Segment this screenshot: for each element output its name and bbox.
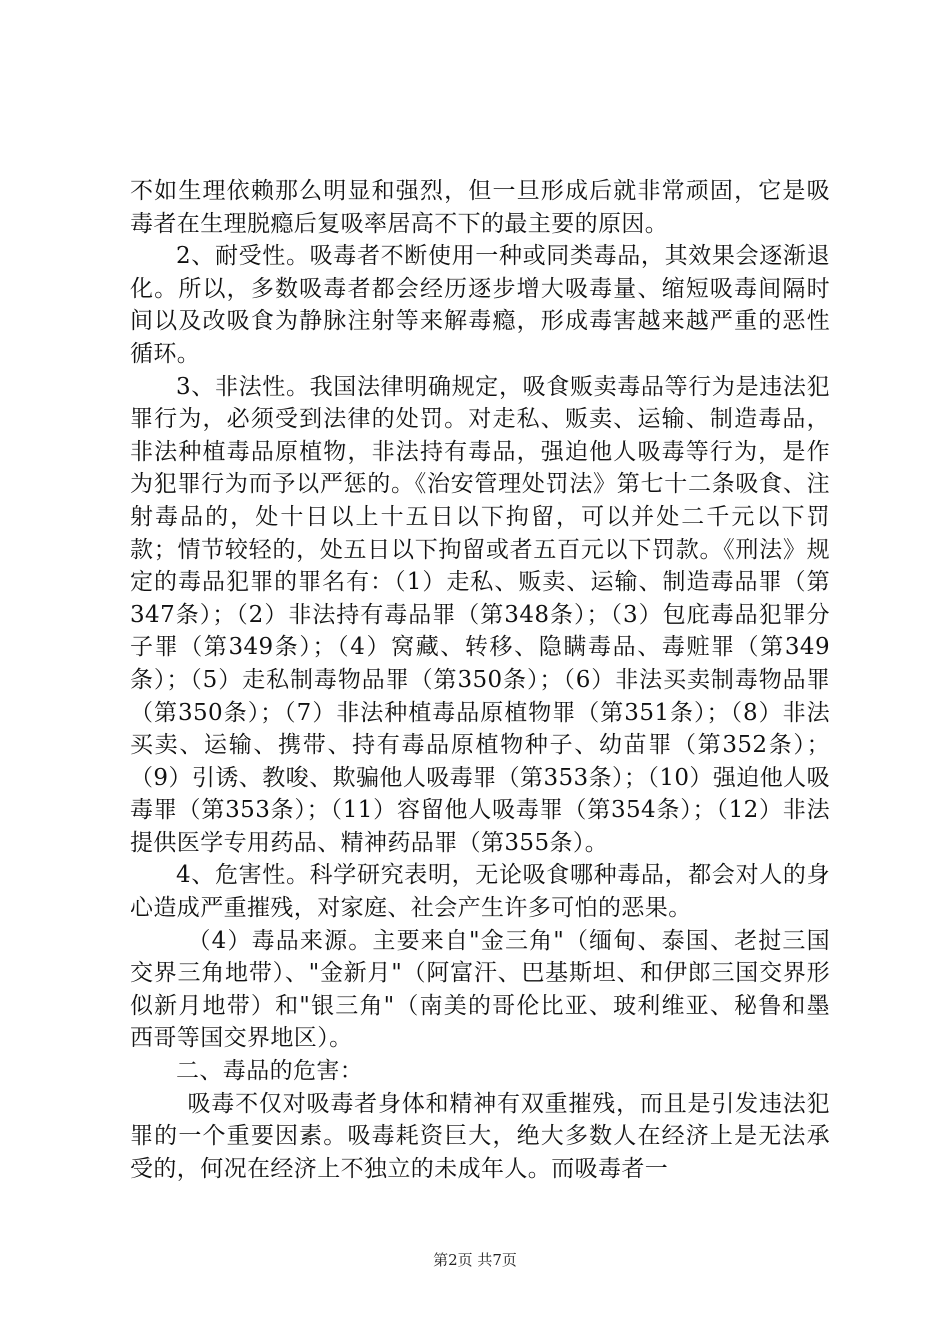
section-heading-drug-harms: 二、毒品的危害： — [176, 1058, 364, 1085]
document-body — [130, 175, 830, 1185]
paragraph-harmfulness: 4、危害性。科学研究表明，无论吸食哪种毒品，都会对人的身心造成严重摧残，对家庭、社会产生许多可怕的恶果。 — [130, 862, 830, 922]
paragraph-continuation: 不如生理依赖那么明显和强烈，但一旦形成后就非常顽固，它是吸毒者在生理脱瘾后复吸率居高不下的最主要的原因。 — [130, 178, 830, 237]
page-number-footer: 第2页 共7页 — [433, 1251, 517, 1269]
paragraph-tolerance: 2、耐受性。吸毒者不断使用一种或同类毒品，其效果会逐渐退化。所以，多数吸毒者都会经历逐步增大吸毒量、缩短吸毒间隔时间以及改吸食为静脉注射等来解毒瘾，形成毒害越来越严重的恶性循环。 — [130, 243, 830, 367]
paragraph-illegality: 3、非法性。我国法律明确规定，吸食贩卖毒品等行为是违法犯罪行为，必须受到法律的处罚。对走私、贩卖、运输、制造毒品，非法种植毒品原植物，非法持有毒品，强迫他人吸毒等行为，是作为犯罪行为而予以严惩的。《治安管理处罚法》第七十二条吸食、注射毒品的，处十日以上十五日以下拘留，可以并处二千元以下罚款；情节较轻的，处五日以下拘留或者五百元以下罚款。《刑法》规定的毒品犯罪的罪名有：（1）走私、贩卖、运输、制造毒品罪（第347条）；（2）非法持有毒品罪（第348条）；（3）包庇毒品犯罪分子罪（第349条）；（4）窝藏、转移、隐瞒毒品、毒赃罪（第349条）；（5）走私制毒物品罪（第350条）；（6）非法买卖制毒物品罪（第350条）；（7）非法种植毒品原植物罪（第351条）；（8）非法买卖、运输、携带、持有毒品原植物种子、幼苗罪（第352条）；（9）引诱、教唆、欺骗他人吸毒罪（第353条）；（10）强迫他人吸毒罪（第353条）；（11）容留他人吸毒罪（第354条）；（12）非法提供医学专用药品、精神药品罪（第355条）。 — [130, 373, 830, 856]
paragraph-drug-sources: （4）毒品来源。主要来自"金三角"（缅甸、泰国、老挝三国交界三角地带）、"金新月"（阿富汗、巴基斯坦、和伊郎三国交界形似新月地带）和"银三角"（南美的哥伦比亚、玻利维亚、秘鲁和墨西哥等国交界地区）。 — [130, 927, 830, 1052]
paragraph-drug-harms: 吸毒不仅对吸毒者身体和精神有双重摧残，而且是引发违法犯罪的一个重要因素。吸毒耗资巨大，绝大多数人在经济上是无法承受的，何况在经济上不独立的未成年人。而吸毒者一 — [130, 1090, 830, 1182]
